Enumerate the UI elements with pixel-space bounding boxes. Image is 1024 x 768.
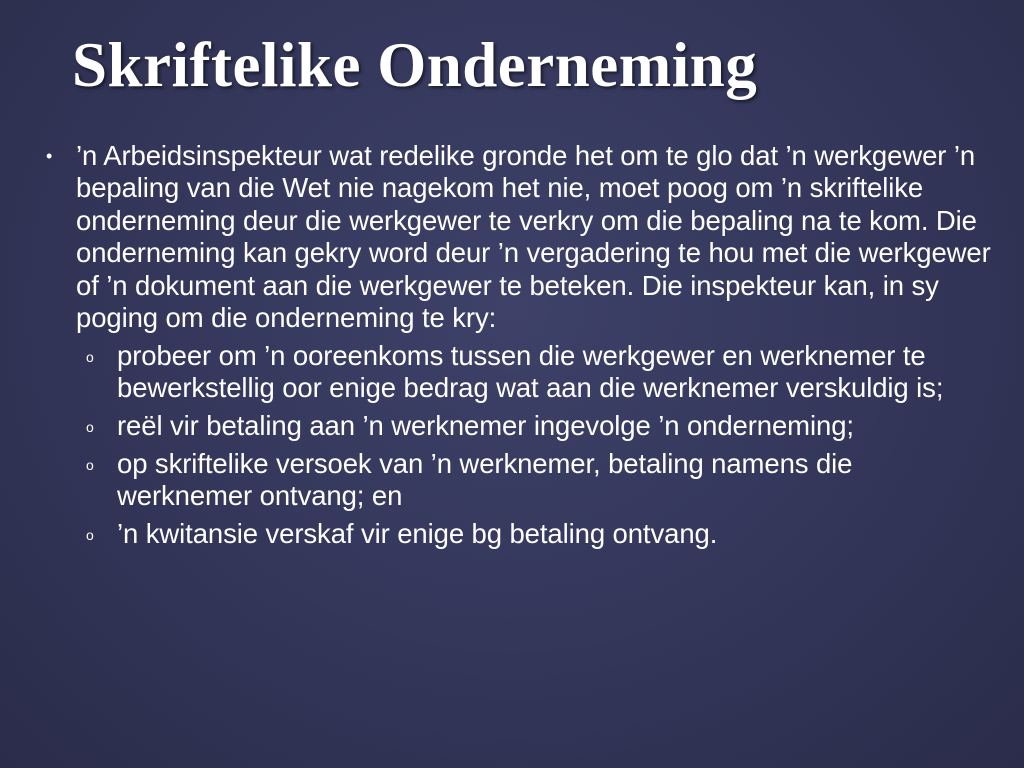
sub-bullet-item <box>44 410 992 442</box>
circle-bullet-icon: o <box>86 349 94 366</box>
circle-bullet-icon: o <box>86 457 94 474</box>
sub-bullet-text: probeer om ’n ooreenkoms tussen die werkgewer en werknemer te bewerkstellig oor enige bedrag wat aan die werknemer verskuldig is; <box>117 340 944 404</box>
slide-title: Skriftelike Onderneming <box>72 30 758 100</box>
sub-bullet-item <box>44 448 992 512</box>
sub-bullet-item <box>44 340 992 404</box>
sub-bullet-item <box>44 518 992 550</box>
sub-bullet-text: reël vir betaling aan ’n werknemer ingevolge ’n onderneming; <box>117 410 854 442</box>
sub-bullet-text: ’n kwitansie verskaf vir enige bg betaling ontvang. <box>117 518 718 550</box>
circle-bullet-icon: o <box>86 419 94 436</box>
slide-content <box>44 140 992 556</box>
circle-bullet-icon: o <box>86 527 94 544</box>
main-bullet-text: ’n Arbeidsinspekteur wat redelike gronde het om te glo dat ’n werkgewer ’n bepaling van die Wet nie nagekom het nie, moet poog om ’n skriftelike onderneming deur die werkgewer te verkry om die bepaling na te kom. Die onderneming kan gekry word deur ’n vergadering te hou met die werkgewer of ’n dokument aan die werkgewer te beteken. Die inspekteur kan, in sy poging om die onderneming te kry: <box>76 140 991 334</box>
sub-bullet-text: op skriftelike versoek van ’n werknemer, betaling namens die werknemer ontvang; en <box>117 448 853 512</box>
bullet-dot-icon: • <box>46 146 53 166</box>
main-bullet-item <box>44 140 992 334</box>
sub-bullet-list <box>44 340 992 550</box>
